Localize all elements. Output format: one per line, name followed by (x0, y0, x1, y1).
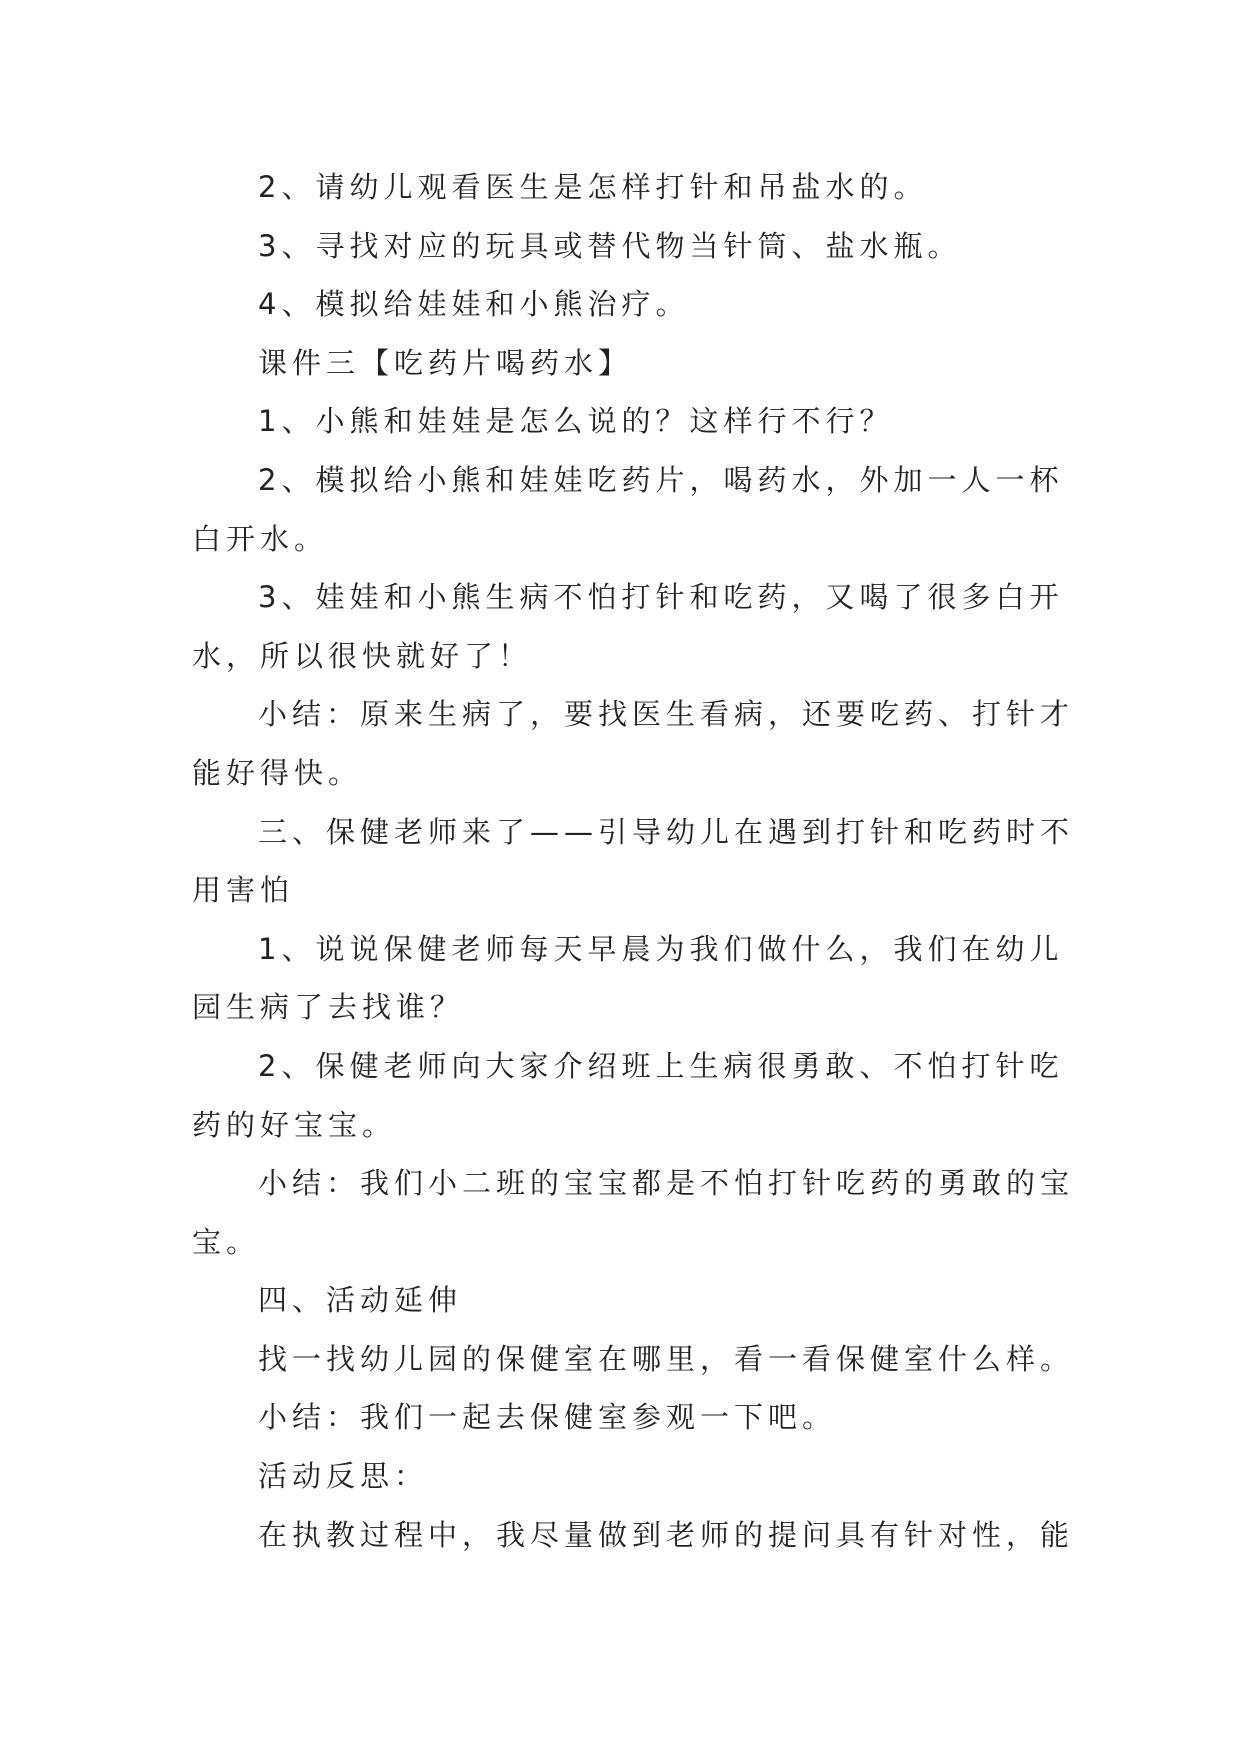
paragraph-line: 2、请幼儿观看医生是怎样打针和吊盐水的。 (258, 170, 928, 204)
summary-line: 小结：我们一起去保健室参观一下吧。 (258, 1400, 837, 1435)
paragraph-line: 2、模拟给小熊和娃娃吃药片，喝药水，外加一人一杯 (258, 462, 1064, 497)
section-heading: 用害怕 (192, 873, 295, 908)
summary-line: 宝。 (192, 1224, 261, 1259)
section-heading: 课件三【吃药片喝药水】 (258, 345, 633, 380)
section-heading: 四、活动延伸 (258, 1283, 463, 1318)
paragraph-line: 药的好宝宝。 (192, 1107, 397, 1142)
paragraph-line: 2、保健老师向大家介绍班上生病很勇敢、不怕打针吃 (258, 1048, 1064, 1083)
paragraph-line: 4、模拟给娃娃和小熊治疗。 (258, 287, 690, 322)
paragraph-line: 1、说说保健老师每天早晨为我们做什么，我们在幼儿 (258, 931, 1064, 966)
paragraph-line: 白开水。 (192, 521, 329, 556)
paragraph-line: 找一找幼儿园的保健室在哪里，看一看保健室什么样。 (258, 1341, 1075, 1376)
summary-line: 能好得快。 (192, 755, 363, 790)
summary-line: 小结：我们小二班的宝宝都是不怕打针吃药的勇敢的宝 (258, 1166, 1075, 1201)
section-heading: 活动反思： (258, 1459, 429, 1494)
paragraph-line: 在执教过程中，我尽量做到老师的提问具有针对性，能 (258, 1517, 1075, 1552)
paragraph-line: 1、小熊和娃娃是怎么说的？这样行不行？ (258, 404, 894, 439)
paragraph-line: 水，所以很快就好了！ (192, 638, 533, 673)
section-heading: 三、保健老师来了——引导幼儿在遇到打针和吃药时不 (258, 814, 1075, 849)
paragraph-line: 园生病了去找谁？ (192, 990, 465, 1025)
summary-line: 小结：原来生病了，要找医生看病，还要吃药、打针才 (258, 697, 1075, 732)
paragraph-line: 3、娃娃和小熊生病不怕打针和吃药，又喝了很多白开 (258, 580, 1064, 615)
paragraph-line: 3、寻找对应的玩具或替代物当针筒、盐水瓶。 (258, 228, 962, 263)
document-body (192, 158, 1075, 1564)
